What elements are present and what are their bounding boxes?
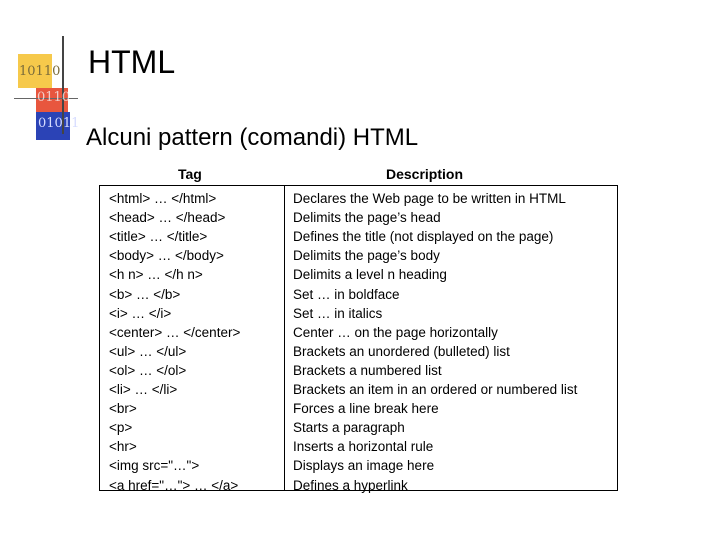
- table-row: [100, 285, 617, 304]
- column-header-tag: Tag: [178, 166, 202, 182]
- table-row: [100, 399, 617, 418]
- tag-cell: <p>: [109, 420, 133, 436]
- description-cell: Displays an image here: [293, 458, 435, 474]
- tag-cell: <br>: [109, 401, 137, 417]
- tag-cell: <head> … </head>: [109, 210, 226, 226]
- logo-binary-text-1: 10110: [19, 64, 61, 79]
- table-row: [100, 227, 617, 246]
- table-row: [100, 476, 617, 495]
- slide-logo: [0, 0, 100, 150]
- description-cell: Defines a hyperlink: [293, 477, 408, 493]
- description-cell: Inserts a horizontal rule: [293, 439, 434, 455]
- table-row: [100, 361, 617, 380]
- tag-cell: <li> … </li>: [109, 382, 178, 397]
- description-cell: Starts a paragraph: [293, 420, 405, 436]
- description-cell: Delimits the page’s body: [293, 248, 440, 264]
- tag-cell: <a href="…"> … </a>: [109, 477, 239, 493]
- tag-cell: <title> … </title>: [109, 229, 208, 245]
- slide-title: HTML: [88, 44, 176, 80]
- tag-cell: <ol> … </ol>: [109, 362, 187, 378]
- logo-binary-text-3: 01011: [38, 116, 80, 131]
- description-cell: Delimits the page’s head: [293, 210, 441, 226]
- tag-cell: <hr>: [109, 439, 137, 455]
- description-cell: Brackets a numbered list: [293, 362, 442, 378]
- description-cell: Defines the title (not displayed on the page): [293, 229, 554, 245]
- logo-binary-text-2: 0110: [37, 90, 71, 105]
- table-row: [100, 380, 617, 399]
- tag-cell: <img src="…">: [109, 458, 200, 474]
- description-cell: Set … in boldface: [293, 286, 400, 302]
- description-cell: Forces a line break here: [293, 401, 439, 417]
- description-cell: Brackets an unordered (bulleted) list: [293, 343, 510, 359]
- table-row: [100, 437, 617, 456]
- table-row: [100, 456, 617, 475]
- tag-cell: <ul> … </ul>: [109, 343, 187, 359]
- table-row: [100, 418, 617, 437]
- description-cell: Set … in italics: [293, 305, 383, 321]
- table-row: [100, 246, 617, 265]
- tag-cell: <h n> … </h n>: [109, 267, 203, 283]
- description-cell: Center … on the page horizontally: [293, 324, 498, 340]
- description-cell: Brackets an item in an ordered or numbered list: [293, 382, 578, 397]
- column-header-description: Description: [386, 166, 464, 182]
- tag-cell: <b> … </b>: [109, 286, 181, 302]
- table-row: [100, 342, 617, 361]
- table-row: [100, 265, 617, 284]
- tag-cell: <center> … </center>: [109, 324, 241, 340]
- tag-cell: <i> … </i>: [109, 305, 172, 321]
- tag-cell: <html> … </html>: [109, 191, 217, 206]
- tag-cell: <body> … </body>: [109, 248, 224, 264]
- table-row: [100, 323, 617, 342]
- table-row: [100, 208, 617, 227]
- slide-subtitle: Alcuni pattern (comandi) HTML: [86, 124, 419, 151]
- description-cell: Delimits a level n heading: [293, 267, 447, 283]
- description-cell: Declares the Web page to be written in HTML: [293, 191, 566, 206]
- html-tags-table: [99, 185, 618, 491]
- table-row: [100, 304, 617, 323]
- table-row: [100, 189, 617, 208]
